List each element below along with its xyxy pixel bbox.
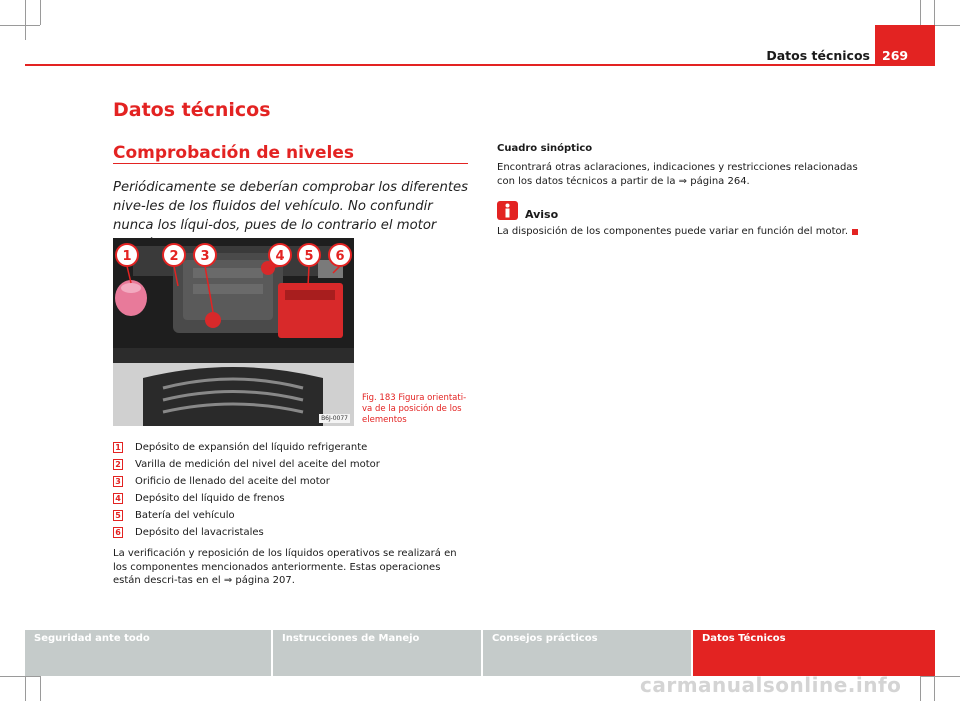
callout-6: 6: [335, 249, 345, 264]
intro-text: Periódicamente se deberían comprobar los diferentes nive-les de los fluidos del vehículo. No confundir nunca los líqui-dos, pues de lo contrario el motor: [113, 180, 468, 233]
list-item: [113, 524, 473, 541]
component-list: [113, 439, 473, 541]
crop-mark: [40, 676, 41, 701]
figure-code: B6J-0077: [321, 415, 348, 422]
crop-mark: [25, 0, 26, 40]
callout-5: 5: [304, 249, 314, 264]
footer-tab-seguridad[interactable]: [25, 630, 271, 676]
item-text: Depósito de expansión del líquido refrigerante: [135, 442, 368, 453]
page-title: Datos técnicos: [113, 99, 271, 121]
list-item: [113, 507, 473, 524]
footer-tab-label: Instrucciones de Manejo: [282, 633, 420, 644]
footer-tab-instrucciones[interactable]: [273, 630, 481, 676]
item-number: 6: [113, 527, 123, 538]
footer-tab-datos-tecnicos[interactable]: [693, 630, 935, 676]
overview-heading: Cuadro sinóptico: [497, 143, 593, 154]
item-text: Depósito del líquido de frenos: [135, 493, 285, 504]
callout-4: 4: [275, 249, 285, 264]
list-item: [113, 490, 473, 507]
crop-mark: [920, 676, 921, 701]
running-header: Datos técnicos: [766, 48, 870, 63]
item-number: 2: [113, 459, 123, 470]
footer-tab-label: Consejos prácticos: [492, 633, 598, 644]
header-rule: [25, 64, 935, 66]
item-text: Varilla de medición del nivel del aceite del motor: [135, 459, 380, 470]
engine-bay-figure: [113, 238, 354, 426]
item-number: 3: [113, 476, 123, 487]
callout-3: 3: [200, 249, 210, 264]
notice-text: La disposición de los componentes puede variar en función del motor.: [497, 226, 849, 237]
crop-mark: [0, 676, 40, 677]
list-item: [113, 473, 473, 490]
watermark: carmanualsonline.info: [640, 673, 902, 697]
item-number: 1: [113, 442, 123, 453]
item-text: Depósito del lavacristales: [135, 527, 264, 538]
footer-tab-label: Seguridad ante todo: [34, 633, 150, 644]
section-title: Comprobación de niveles: [113, 143, 354, 163]
item-number: 5: [113, 510, 123, 521]
crop-mark: [40, 0, 41, 25]
crop-mark: [0, 25, 40, 26]
notice-title: Aviso: [525, 208, 559, 221]
end-of-section-marker: [852, 229, 858, 235]
overview-text: Encontrará otras aclaraciones, indicaciones y restricciones relacionadas con los datos técnicos a partir de la ⇒ página 264.: [497, 162, 858, 187]
footer-tab-label: Datos Técnicos: [702, 633, 786, 644]
callout-1: 1: [122, 249, 132, 264]
item-text: Orificio de llenado del aceite del motor: [135, 476, 330, 487]
page-number: 269: [882, 48, 909, 63]
list-item: [113, 439, 473, 456]
item-number: 4: [113, 493, 123, 504]
list-item: [113, 456, 473, 473]
crop-mark: [920, 0, 921, 25]
body-paragraph: La verificación y reposición de los líquidos operativos se realizará en los componentes mencionados anteriormente. Estas operaciones están descri-tas en el ⇒ página 207.: [113, 548, 457, 586]
section-rule: [113, 163, 468, 164]
footer-tab-consejos[interactable]: [483, 630, 691, 676]
engine-bay-illustration: [113, 238, 354, 426]
figure-caption: Fig. 183 Figura orientati-va de la posición de los elementos: [362, 393, 467, 425]
callout-2: 2: [169, 249, 179, 264]
item-text: Batería del vehículo: [135, 510, 235, 521]
crop-mark: [920, 676, 960, 677]
info-icon: [497, 201, 518, 220]
